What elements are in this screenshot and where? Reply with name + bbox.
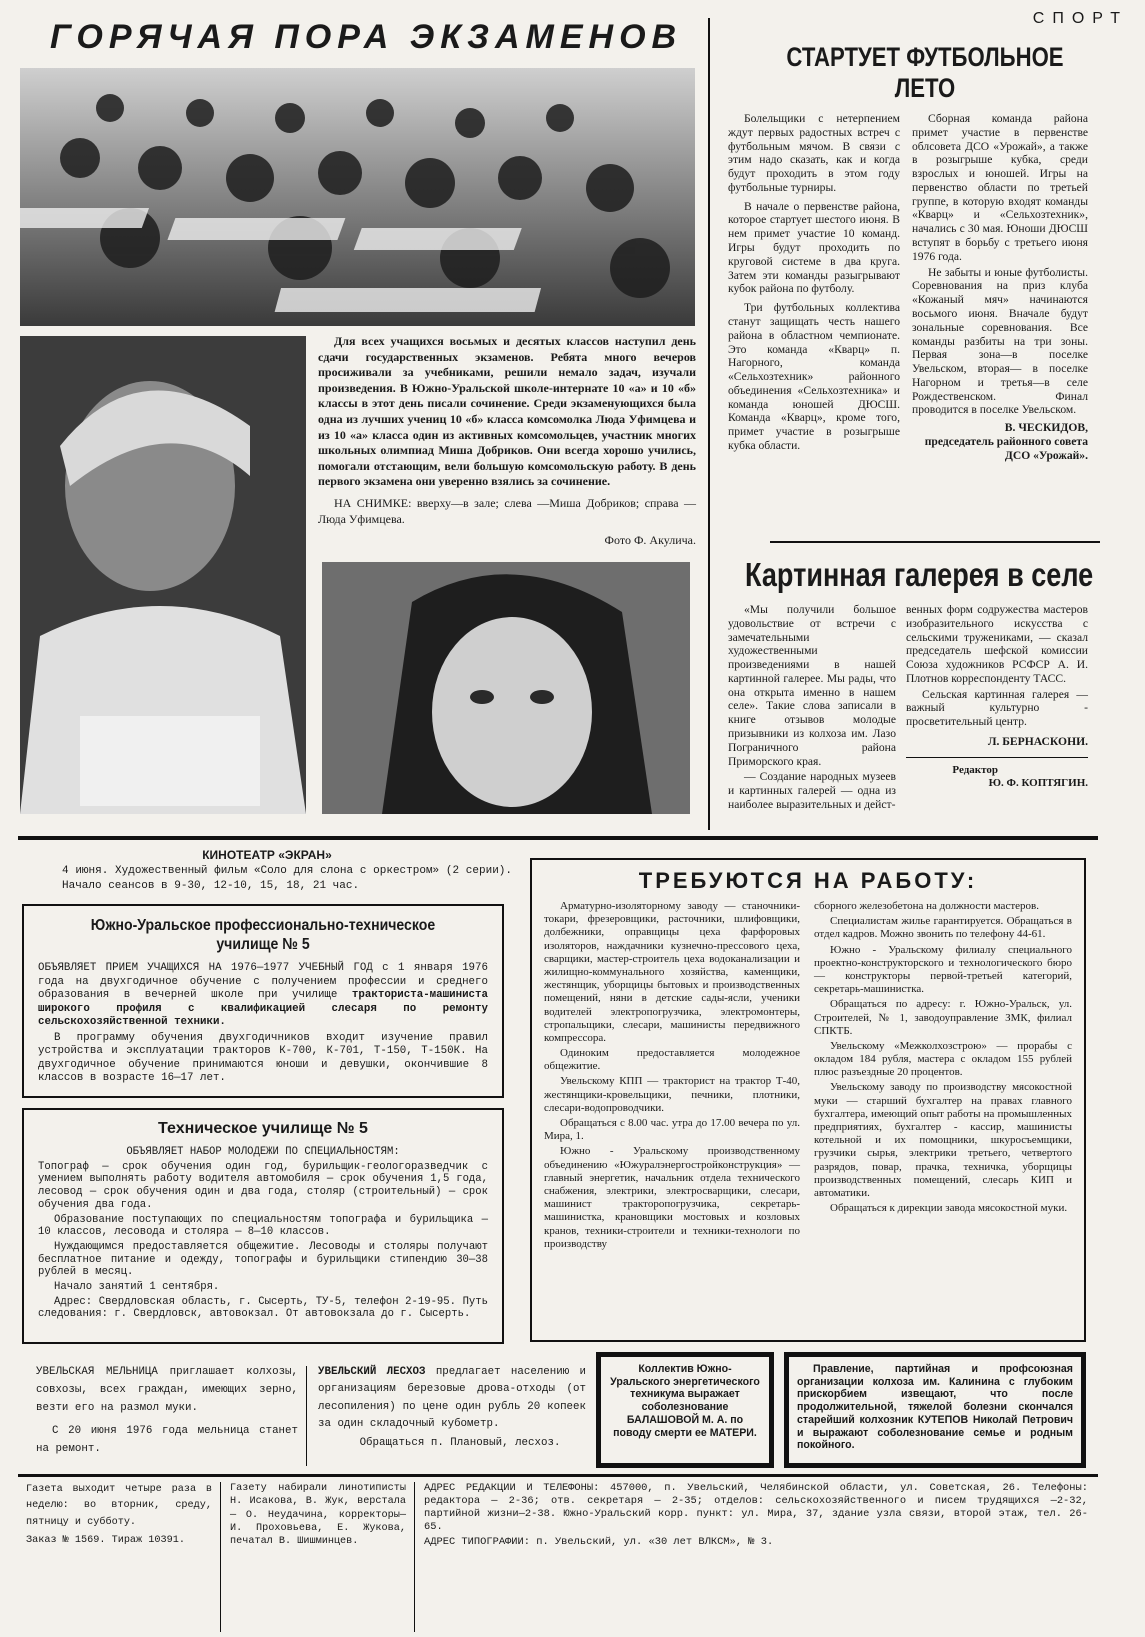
jobs-announcement (530, 858, 1086, 1342)
exams-photo-credit: Фото Ф. Акулича. (604, 533, 696, 548)
footer-divider (18, 1474, 1098, 1477)
jobs-column-2: сборного железобетона на должности мастеров. Специалистам жилье гарантируется. Обращаться в отдел кадров. Можно звонить по телефону 44-61. Южно - Уральскому филиалу специального проектно-конструкторского и технологического бюро — конструкторы первой-третьей категорий, секретарь-машинистка. Обращаться по адресу: г. Южно-Уральск, ул. Строителей, № 1, заводоуправление ЗМК, филиал СПКТБ. Увельскому «Межколхозстрою» — прорабы с окладом 184 рубля, мастера с окладом 155 рублей плюс разъездные 20 процентов. Увельскому заводу по производству мясокостной муки — старший бухгалтер на правах главного бухгалтера, имеющий опыт работы на промышленных предприятиях, бухгалтер - кассир, машинисты котельной и их помощники, шкуросъемщики, грузчики сырья, электрики третьего, четвертого разрядов, повар, прачка, техничка, уборщицы производственных помещений, слесарь КИП и автоматики. Обращаться к дирекции завода мясокостной муки. (814, 900, 1072, 1215)
pts-announcement: Южно-Уральское профессионально-техническое училище № 5 ОБЪЯВЛЯЕТ ПРИЕМ УЧАЩИХСЯ НА 1976—1977 УЧЕБНЫЙ ГОД с 1 января 1976 года на двухгодичное обучение с получением профессии и среднего образования в вечерней школе при училище тракториста-машиниста широкого профиля с квалификацией слесаря по ремонту сельскохозяйственной техники. В программу обучения двухгодичников входит изучение правил устройства и эксплуатации тракторов К-700, К-701, Т-150, Т-150К. На двухгодичное обучение принимаются юноши и девушки, окончившие 8 классов в возрасте 16—17 лет. (22, 904, 504, 1098)
sport-column-2: Сборная команда района примет участие в первенстве облсовета ДСО «Урожай», а также в розыгрыше кубка, среди взрослых и юношей. Игры на первенство области по третьей группе, в которую входят команды «Кварц» и «Сельхозтехник», начались с 30 мая. Юноши ДЮСШ вступят в борьбу с третьего июня 1976 года. Не забыты и юные футболисты. Соревнования на приз клуба «Кожаный мяч» начинаются восьмого июня. Вначале будут зональные соревнования. Все команды разбиты на три зоны. Первая зона—в поселке Увельском, вторая— в поселке Нагорном и третья—в селе Рождественском. Финал проводится в поселке Увельском. В. ЧЕСКИДОВ, председатель районного совета ДСО «Урожай». (912, 112, 1088, 462)
tu-announcement: Техническое училище № 5 ОБЪЯВЛЯЕТ НАБОР МОЛОДЕЖИ ПО СПЕЦИАЛЬНОСТЯМ: Топограф — срок обучения один год, бурильщик-геологоразведчик с умением выполнять работу водителя автомобиля — срок обучения 1,5 года, лесовод — срок обучения один и два года, столяр (строительный) — срок обучения два года. Образование поступающих по специальностям топографа и бурильщика — 10 классов, лесовода и столяра — 8—10 классов. Нуждающимся предоставляется общежитие. Лесоводы и столяры получают бесплатное питание и одежду, топографы и бурильщики стипендию 30—38 рублей в месяц. Начало занятий 1 сентября. Адрес: Свердловская область, г. Сысерть, ТУ-5, телефон 2-19-95. Путь следования: г. Свердловск, автовокзал. От автовокзала до г. Сысерть. (22, 1108, 504, 1344)
sport-headline: СТАРТУЕТ ФУТБОЛЬНОЕ ЛЕТО (786, 42, 1064, 104)
exams-article-text (318, 334, 696, 551)
pts-text-2: В программу обучения двухгодичников входит изучение правил устройства и эксплуатации тракторов К-700, К-701, Т-150, Т-150К. На двухгодичное обучение принимаются юноши и девушки, окончившие 8 классов в возрасте 16—17 лет. (38, 1031, 488, 1085)
footer-staff: Газету набирали линотиписты Н. Исакова, В. Жук, верстала — О. Неудачина, корректоры—И. Проховьева, Е. Жукова, печатал В. Шишминцев. (230, 1483, 406, 1547)
gallery-column-1: «Мы получили большое удовольствие от встречи с замечательными художественными произведениями в нашей картинной галерее. Мы рады, что она открыта именно в нашем селе». Такие слова записали в книге отзывов молодые призывники из колхоза им. Лазо Пограничного района Приморского края. — Создание народных музеев и картинных галерей — одна из наиболее выразительных и дейст- (728, 603, 896, 811)
jobs-title: ТРЕБУЮТСЯ НА РАБОТУ: (638, 868, 978, 893)
tu-title: Техническое училище № 5 (158, 1120, 368, 1137)
forest-announcement: УВЕЛЬСКИЙ ЛЕСХОЗ предлагает населению и организациям березовые дрова-отходы (от лесопиления) по цене один рубль 20 копеек за один складочный кубометр. Обращаться п. Плановый, лесхоз. (318, 1366, 587, 1450)
gallery-column-2: венных форм содружества мастеров изобразительного искусства с сельскими тружениками, — сказал председатель шефской комиссии Союза художников РСФСР А. И. Плотнов корреспонденту ТАСС. Сельская картинная галерея — важный культурно - просветительный центр. Л. БЕРНАСКОНИ. Редактор Ю. Ф. КОПТЯГИН. (906, 603, 1088, 789)
page-divider-main (18, 836, 1098, 840)
gallery-signature: Л. БЕРНАСКОНИ. (987, 735, 1088, 749)
classroom-photo (20, 68, 695, 326)
gallery-headline: Картинная галерея в селе (745, 556, 1094, 593)
mill-announcement: УВЕЛЬСКАЯ МЕЛЬНИЦА приглашает колхозы, совхозы, всех граждан, имеющих зерно, везти его на размол муки. С 20 июня 1976 года мельница станет на ремонт. (36, 1366, 299, 1456)
column-divider (708, 18, 710, 830)
sport-divider (770, 541, 1100, 543)
exams-headline: ГОРЯЧАЯ ПОРА ЭКЗАМЕНОВ (50, 18, 683, 56)
pts-title: Южно-Уральское профессионально-техническое (90, 917, 436, 934)
cinema-title: КИНОТЕАТР «ЭКРАН» (202, 848, 332, 862)
condolence-box-2: Правление, партийная и профсоюзная организации колхоза им. Калинина с глубоким прискорбием извещают, что после продолжительной, тяжелой болезни скончался старейший колхозник КУТЕПОВ Николай Петрович и выражают соболезнование семье и родным покойного. (784, 1352, 1086, 1468)
pts-text-1: ОБЪЯВЛЯЕТ ПРИЕМ УЧАЩИХСЯ НА 1976—1977 УЧЕБНЫЙ ГОД с 1 января 1976 года на двухгодичное обучение с получением профессии и среднего образования в вечерней школе при училище тракториста-машиниста широкого профиля с квалификацией слесаря по ремонту сельскохозяйственной техники. (38, 962, 488, 1029)
footer-address: АДРЕС РЕДАКЦИИ И ТЕЛЕФОНЫ: 457000, п. Увельский, Челябинской области, ул. Советская, 26. Телефоны: редактора — 2-36; отв. секретаря — 2-35; отделов: сельскохозяйственного и писем трудящихся —2-32, партийной жизни—2-38. Южно-Уральский корр. пункт: ул. Мира, 37, здание узла связи, второй этаж, тел. 26-65. АДРЕС ТИПОГРАФИИ: п. Увельский, ул. «30 лет ВЛКСМ», № 3. (424, 1482, 1088, 1548)
sport-signature: В. ЧЕСКИДОВ, председатель районного совета ДСО «Урожай». (924, 421, 1088, 462)
exams-caption: НА СНИМКЕ: вверху—в зале; слева —Миша Добриков; справа — Люда Уфимцева. (318, 495, 696, 526)
lyuda-ufimtseva-photo (322, 562, 690, 814)
sport-column-1: Болельщики с нетерпением ждут первых радостных встреч с футбольным мячом. В связи с этим надо сказать, как и когда будут проходить в этом году футбольные турниры. В начале о первенстве района, которое стартует шестого июня. В нем примет участие 10 команд. Игры будут проходить по круговой системе в два круга. Затем эти команды разыгрывают кубок района по футболу. Три футбольных коллектива станут защищать честь нашего района в областном чемпионате. Это команда «Кварц» п. Нагорного, команда «Сельхозтехник» районного объединения «Сельхозтехника» и команда юношей ДЮСШ. Команда «Кварц», кроме того, примет участие в розыгрыше кубка области. (728, 112, 900, 452)
exams-paragraph: Для всех учащихся восьмых и десятых классов наступил день сдачи государственных экзаменов. Ребята много вечеров просиживали за учебниками, решили немало задач, изучали произведения. В Южно-Уральской школе-интернате 10 «а» и 10 «б» классы в этот день писали сочинение. Среди экзаменующихся была одна из лучших учениц 10 «б» класса комсомолка Люда Уфимцева и из 10 «а» класса один из активных комсомольцев, участник многих школьных олимпиад Миша Добриков. Они всегда хорошо учились, помогали отстающим, вели большую комсомольскую работу. В день первого экзамена они уверенно взялись за сочинение. (318, 334, 696, 489)
cinema-text: 4 июня. Художественный фильм «Соло для слона с оркестром» (2 серии). Начало сеансов в 9-30, 12-10, 15, 18, 21 час. (62, 865, 512, 892)
editor-signature: Редактор Ю. Ф. КОПТЯГИН. (952, 763, 1088, 789)
sport-rubric: СПОРТ (1032, 10, 1128, 27)
jobs-column-1: Арматурно-изоляторному заводу — станочники-токари, фрезеровщики, расточники, шлифовщики, долбежники, оправщицы цеха фарфоровых изоляторов, наждачники кузнечно-прессового цеха, сварщики, мастер-строитель цеха водоканализации и жилищно-коммунального хозяйства, каменщики, жестянщик, уборщицы бытовых и производственных помещений, няни в детские сады-ясли, ученики водителей электропогрузчика, электромонтеры, стропальщики, слесари, машинисты передвижного компрессора. Одиноким предоставляется молодежное общежитие. Увельскому КПП — тракторист на трактор Т-40, жестянщики-кровельщики, печники, плотники, слесари-водопроводчики. Обращаться с 8.00 час. утра до 17.00 вечера по ул. Мира, 1. Южно - Уральскому производственному объединению «Южуралэнергостройконструкция» — главный энергетик, начальник отдела технического снабжения, электрики, электросварщики, слесари, машинист трактoропогрузчика, секретарь-машинистка, крановщики мостовых и козловых кранов, техники-строители и техники-технологи по производству (544, 900, 800, 1250)
misha-dobrikov-photo (20, 336, 306, 814)
footer-schedule: Газета выходит четыре раза в неделю: во вторник, среду, пятницу и субботу. Заказ № 1569. Тираж 10391. (26, 1484, 212, 1546)
condolence-box-1: Коллектив Южно-Уральского энергетического техникума выражает соболезнование БАЛАШОВОЙ М. А. по поводу смерти ее МАТЕРИ. (596, 1352, 774, 1468)
